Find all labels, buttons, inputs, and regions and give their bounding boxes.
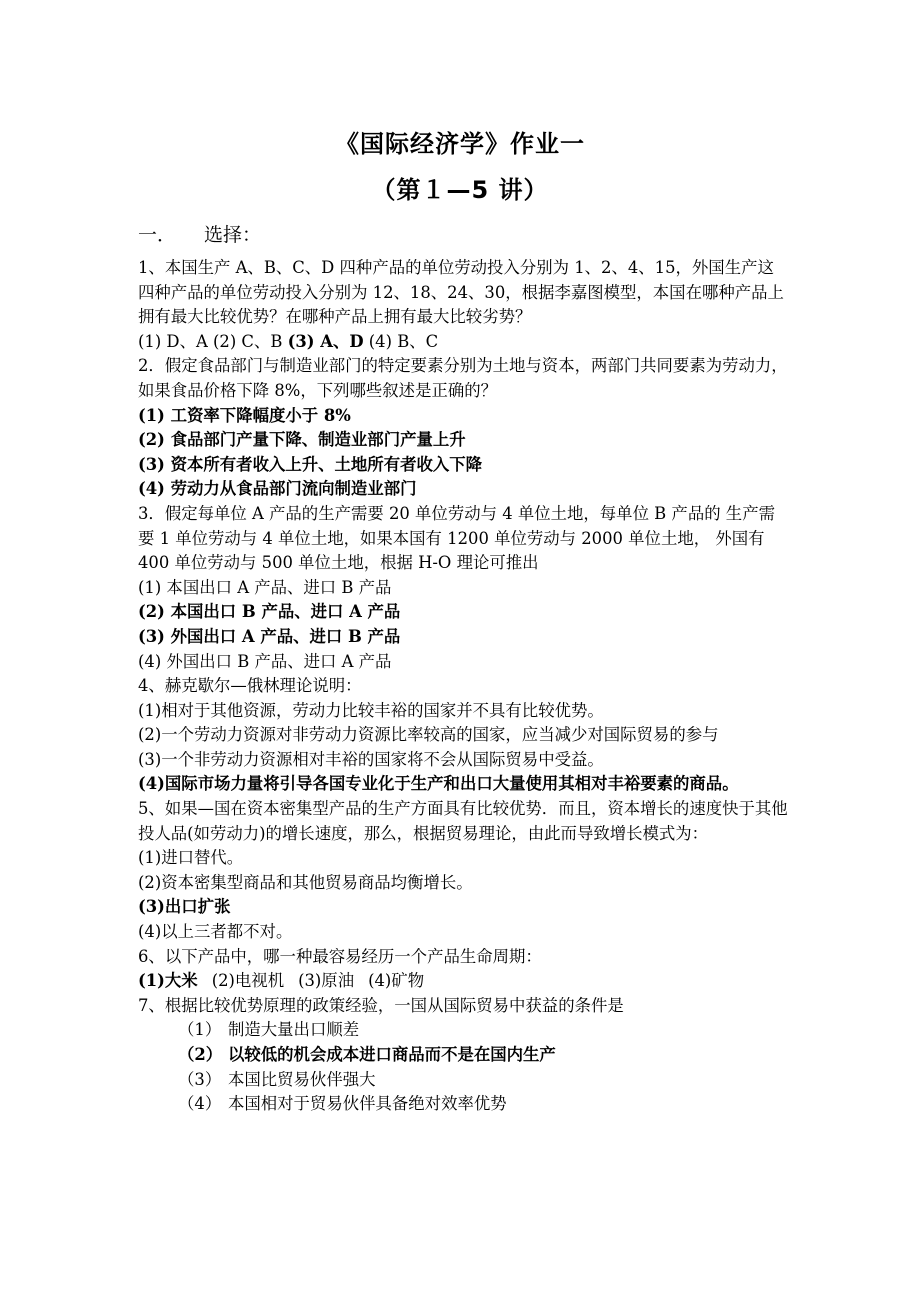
q4-option-1: (1)相对于其他资源，劳动力比较丰裕的国家并不具有比较优势。 bbox=[138, 700, 604, 720]
question-7-stem: 7、根据比较优势原理的政策经验，一国从国际贸易中获益的条件是 bbox=[138, 995, 624, 1015]
q6-options bbox=[138, 969, 788, 994]
question-5-stem: 5、如果—国在资本密集型产品的生产方面具有比较优势．而且，资本增长的速度快于其他投人品(如劳动力)的增长速度，那么，根据贸易理论，由此而导致增长模式为： bbox=[138, 799, 788, 843]
section-label: 选择： bbox=[204, 224, 262, 246]
section-number: 一． bbox=[138, 224, 177, 246]
q7-option-number: （3） bbox=[178, 1069, 222, 1089]
q7-option-4 bbox=[138, 1092, 788, 1117]
q2-option-2: (2) 食品部门产量下降、制造业部门产量上升 bbox=[138, 430, 466, 450]
q2-option-4: (4) 劳动力从食品部门流向制造业部门 bbox=[138, 479, 417, 499]
q7-option-text: 制造大量出口顺差 bbox=[228, 1020, 360, 1040]
question-6-stem: 6、以下产品中，哪一种最容易经历一个产品生命周期： bbox=[138, 946, 542, 966]
q7-option-1 bbox=[138, 1018, 788, 1043]
q3-option-1: (1) 本国出口 A 产品、进口 B 产品 bbox=[138, 577, 392, 597]
question-1-options bbox=[138, 330, 788, 355]
q7-option-text: 本国比贸易伙伴强大 bbox=[228, 1069, 376, 1089]
q6-option-3: (3)原油 bbox=[298, 971, 355, 991]
q7-option-text: 本国相对于贸易伙伴具备绝对效率优势 bbox=[228, 1094, 507, 1114]
q6-option-2: (2)电视机 bbox=[211, 971, 285, 991]
q5-option-4: (4)以上三者都不对。 bbox=[138, 922, 293, 942]
document-subtitle: （第１—5 讲） bbox=[371, 176, 549, 204]
q4-option-2: (2)一个劳动力资源对非劳动力资源比率较高的国家，应当减少对国际贸易的参与 bbox=[138, 725, 719, 745]
q2-option-1: (1) 工资率下降幅度小于 8% bbox=[138, 405, 351, 425]
q5-option-3: (3)出口扩张 bbox=[138, 897, 231, 917]
q3-option-4: (4) 外国出口 B 产品、进口 A 产品 bbox=[138, 651, 392, 671]
q1-options-c: (4) B、C bbox=[363, 331, 439, 351]
q3-option-2: (2) 本国出口 B 产品、进口 A 产品 bbox=[138, 602, 401, 622]
q1-options-a: (1) D、A (2) C、B bbox=[138, 331, 288, 351]
document-title: 《国际经济学》作业一 bbox=[335, 130, 585, 158]
q3-option-3: (3) 外国出口 A 产品、进口 B 产品 bbox=[138, 626, 401, 646]
q1-answer-option: (3) A、D bbox=[287, 331, 364, 351]
q7-option-number: （4） bbox=[178, 1094, 222, 1114]
q5-option-2: (2)资本密集型商品和其他贸易商品均衡增长。 bbox=[138, 872, 473, 892]
q7-option-3 bbox=[138, 1068, 788, 1093]
q6-option-1: (1)大米 bbox=[138, 971, 198, 991]
q7-option-number: （2） bbox=[178, 1045, 223, 1064]
question-2-stem: 2．假定食品部门与制造业部门的特定要素分别为土地与资本，两部门共同要素为劳动力，如果食品价格下降 8%，下列哪些叙述是正确的？ bbox=[138, 356, 788, 400]
section-heading bbox=[138, 220, 261, 247]
q7-option-number: （1） bbox=[178, 1020, 222, 1040]
question-3-stem: 3．假定每单位 A 产品的生产需要 20 单位劳动与 4 单位土地，每单位 B 产品的 生产需要 1 单位劳动与 4 单位土地，如果本国有 1200 单位劳动与 2000 单位土地， 外国有 400 单位劳动与 500 单位土地，根据 H-O 理论可推出 bbox=[138, 503, 775, 573]
q2-option-3: (3) 资本所有者收入上升、土地所有者收入下降 bbox=[138, 454, 483, 474]
q7-option-text: 以较低的机会成本进口商品而不是在国内生产 bbox=[228, 1045, 556, 1064]
question-1-stem: 1、本国生产 A、B、C、D 四种产品的单位劳动投入分别为 1、2、4、15，外国生产这四种产品的单位劳动投入分别为 12、18、24、30，根据李嘉图模型，本国在哪种产品上拥有最大比较优势？在哪种产品上拥有最大比较劣势？ bbox=[138, 258, 784, 327]
q5-option-1: (1)进口替代。 bbox=[138, 848, 244, 868]
question-list bbox=[138, 256, 788, 1117]
q7-option-2 bbox=[138, 1043, 788, 1068]
question-4-stem: 4、赫克歇尔—俄林理论说明： bbox=[138, 676, 362, 696]
q4-option-4: (4)国际市场力量将引导各国专业化于生产和出口大量使用其相对丰裕要素的商品。 bbox=[138, 774, 739, 794]
q4-option-3: (3)一个非劳动力资源相对丰裕的国家将不会从国际贸易中受益。 bbox=[138, 749, 604, 769]
q6-option-4: (4)矿物 bbox=[368, 971, 425, 991]
